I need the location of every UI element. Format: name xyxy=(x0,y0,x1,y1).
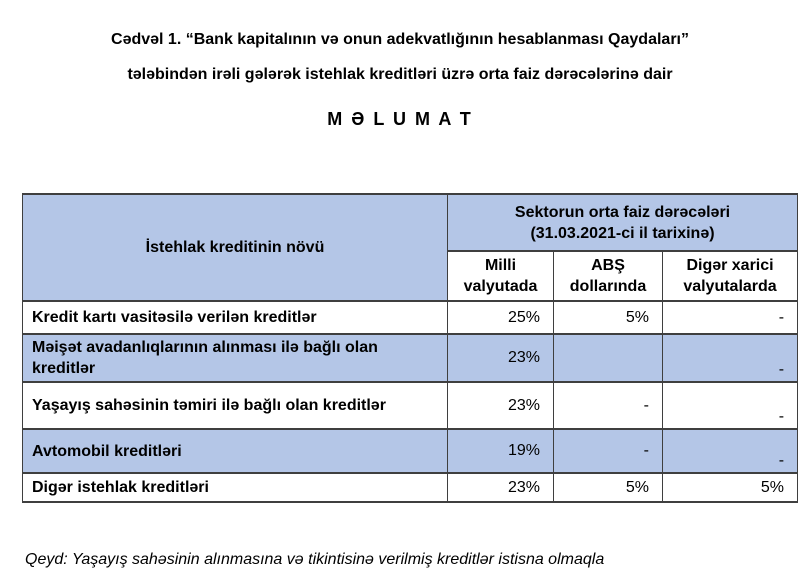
cell-usd-rate: - xyxy=(554,429,663,473)
cell-other-currency-rate: - xyxy=(663,382,798,429)
title-line-1: Cədvəl 1. “Bank kapitalının və onun adekvatlığının hesablanması Qaydaları” xyxy=(111,31,689,48)
group-header-sector-rates xyxy=(448,194,798,251)
cell-other-currency-rate: - xyxy=(663,334,798,382)
rates-table xyxy=(22,193,798,503)
column-header-credit-type: İstehlak kreditinin növü xyxy=(23,194,448,301)
title-line-2: tələbindən irəli gələrək istehlak kreditləri üzrə orta faiz dərəcələrinə dair xyxy=(127,66,673,83)
cell-usd-rate xyxy=(554,334,663,382)
row-label: Digər istehlak kreditləri xyxy=(23,473,448,502)
cell-milli-rate: 23% xyxy=(448,473,554,502)
cell-usd-rate: 5% xyxy=(554,473,663,502)
row-label: Yaşayış sahəsinin təmiri ilə bağlı olan kreditlər xyxy=(23,382,448,429)
cell-usd-rate: - xyxy=(554,382,663,429)
column-header-abs-dollarinda: ABŞ dollarında xyxy=(554,251,663,301)
cell-other-currency-rate: 5% xyxy=(663,473,798,502)
footnote: Qeyd: Yaşayış sahəsinin alınmasına və tikintisinə verilmiş kreditlər istisna olmaqla xyxy=(25,551,605,568)
cell-other-currency-rate: - xyxy=(663,429,798,473)
row-label: Avtomobil kreditləri xyxy=(23,429,448,473)
row-label: Məişət avadanlıqlarının alınması ilə bağlı olan kreditlər xyxy=(23,334,448,382)
group-header-line-2: (31.03.2021-ci il tarixinə) xyxy=(530,224,715,242)
column-header-diger-xarici: Digər xarici valyutalarda xyxy=(663,251,798,301)
table-row xyxy=(23,382,798,429)
table-row xyxy=(23,334,798,382)
table-row xyxy=(23,301,798,334)
table-row xyxy=(23,473,798,502)
row-label: Kredit kartı vasitəsilə verilən kreditlər xyxy=(23,301,448,334)
cell-milli-rate: 23% xyxy=(448,382,554,429)
column-header-milli-valyutada: Milli valyutada xyxy=(448,251,554,301)
group-header-line-1: Sektorun orta faiz dərəcələri xyxy=(514,203,731,221)
cell-milli-rate: 25% xyxy=(448,301,554,334)
cell-milli-rate: 23% xyxy=(448,334,554,382)
cell-usd-rate: 5% xyxy=(554,301,663,334)
cell-milli-rate: 19% xyxy=(448,429,554,473)
document-heading: M Ə L U M A T xyxy=(327,109,473,129)
cell-other-currency-rate: - xyxy=(663,301,798,334)
page-title xyxy=(30,22,770,92)
table-row xyxy=(23,429,798,473)
